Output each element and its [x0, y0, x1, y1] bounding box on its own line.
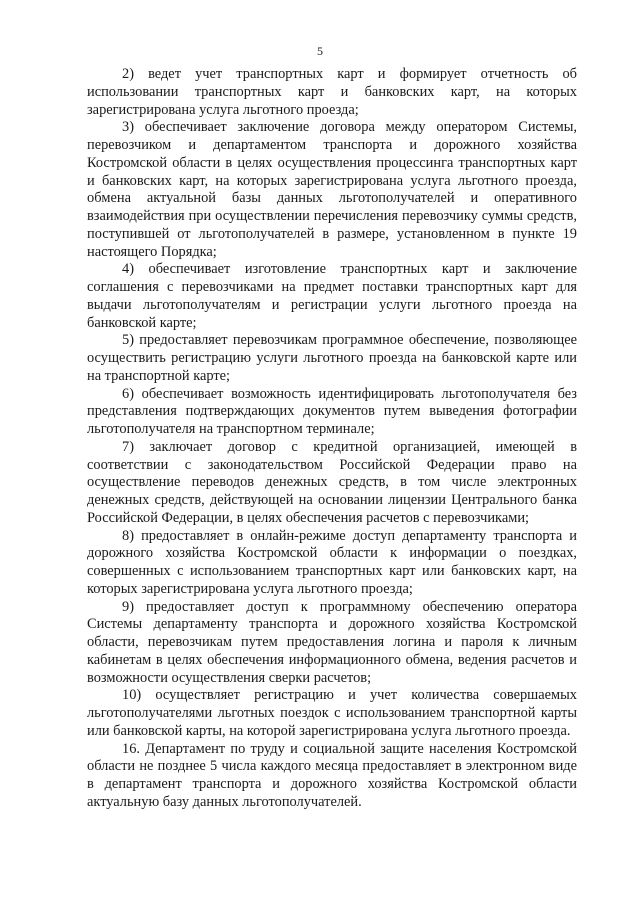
paragraph-item-7: 7) заключает договор с кредитной организацией, имеющей в соответствии с законодательством Российской Федерации право на осуществление переводов денежных средств, в том числе электронных денежных средств, действующей на основании лицензии Центрального банка Российской Федерации, в целях обеспечения расчетов с перевозчиками; [87, 438, 577, 526]
paragraph-item-8: 8) предоставляет в онлайн-режиме доступ департаменту транспорта и дорожного хозяйства Костромской области к информации о поездках, совершенных с использованием транспортных карт или банковских карт, на которых зарегистрирована услуга льготного проезда; [87, 527, 577, 597]
paragraph-item-4: 4) обеспечивает изготовление транспортных карт и заключение соглашения с перевозчиками на предмет поставки транспортных карт для выдачи льготополучателям и регистрации услуги льготного проезда на банковской карте; [87, 261, 577, 331]
paragraph-item-5: 5) предоставляет перевозчикам программное обеспечение, позволяющее осуществить регистрацию услуги льготного проезда на банковской карте или на транспортной карте; [87, 332, 577, 384]
paragraph-item-10: 10) осуществляет регистрацию и учет количества совершаемых льготополучателями льготных поездок с использованием транспортной карты или банковской карты, на которой зарегистрирована услуга льготного проезда. [87, 687, 577, 739]
paragraph-section-16: 16. Департамент по труду и социальной защите населения Костромской области не позднее 5 числа каждого месяца предоставляет в электронном виде в департамент транспорта и дорожного хозяйства Костромской области актуальную базу данных льготополучателей. [87, 740, 577, 810]
paragraph-item-6: 6) обеспечивает возможность идентифицировать льготополучателя без представления подтверждающих документов путем выведения фотографии льготополучателя на транспортном терминале; [87, 385, 577, 437]
paragraph-item-9: 9) предоставляет доступ к программному обеспечению оператора Системы департаменту транспорта и дорожного хозяйства Костромской области, перевозчикам путем предоставления логина и пароля к личным кабинетам в целях обеспечения информационного обмена, ведения расчетов и возможности осуществления сверки расчетов; [87, 598, 577, 686]
page-number: 5 [317, 44, 323, 58]
paragraph-item-3: 3) обеспечивает заключение договора между оператором Системы, перевозчиком и департаментом транспорта и дорожного хозяйства Костромской области в целях осуществления процессинга транспортных карт и банковских карт, на которых зарегистрирована услуга льготного проезда, обмена актуальной базы данных льготополучателей и оперативного взаимодействия при осуществлении перечисления перевозчику суммы средств, поступившей от льготополучателей в размере, установленном в пункте 19 настоящего Порядка; [87, 119, 577, 260]
paragraph-item-2: 2) ведет учет транспортных карт и формирует отчетность об использовании транспортных карт и банковских карт, на которых зарегистрирована услуга льготного проезда; [87, 66, 577, 118]
document-body [87, 66, 577, 812]
